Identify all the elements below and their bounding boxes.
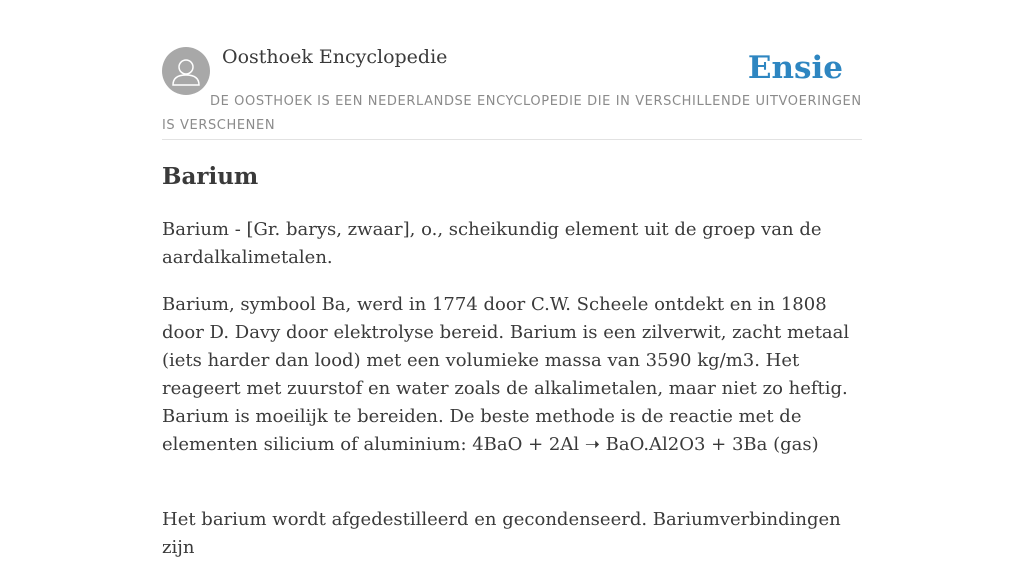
article-intro: Barium - [Gr. barys, zwaar], o., scheikundig element uit de groep van de aardalkalimetalen. bbox=[162, 219, 822, 268]
article-title: Barium bbox=[162, 163, 259, 190]
ensie-logo[interactable]: Ensie bbox=[747, 50, 843, 86]
user-silhouette-icon bbox=[162, 47, 210, 95]
article-paragraph: Het barium wordt afgedestilleerd en gecondenseerd. Bariumverbindingen zijn bbox=[162, 509, 841, 558]
site-header bbox=[162, 0, 862, 140]
article-paragraph: Barium, symbool Ba, werd in 1774 door C.W. Scheele ontdekt en in 1808 door D. Davy door elektrolyse bereid. Barium is een zilverwit, zacht metaal (iets harder dan lood) met een volumieke massa van 3590 kg/m3. Het reageert met zuurstof en water zoals de alkalimetalen, maar niet zo heftig. Barium is moeilijk te bereiden. De beste methode is de reactie met de elementen silicium of aluminium: 4BaO + 2Al ➝ BaO.Al2O3 + 3Ba (gas) bbox=[162, 294, 850, 455]
user-avatar-icon[interactable] bbox=[162, 47, 210, 95]
article-body bbox=[162, 216, 862, 581]
site-tagline: DE OOSTHOEK IS EEN NEDERLANDSE ENCYCLOPEDIE DIE IN VERSCHILLENDE UITVOERINGEN IS VERSCHENEN bbox=[162, 94, 862, 133]
page bbox=[162, 0, 862, 558]
site-title-link[interactable]: Oosthoek Encyclopedie bbox=[222, 46, 448, 68]
paragraph-spacer bbox=[162, 478, 862, 506]
